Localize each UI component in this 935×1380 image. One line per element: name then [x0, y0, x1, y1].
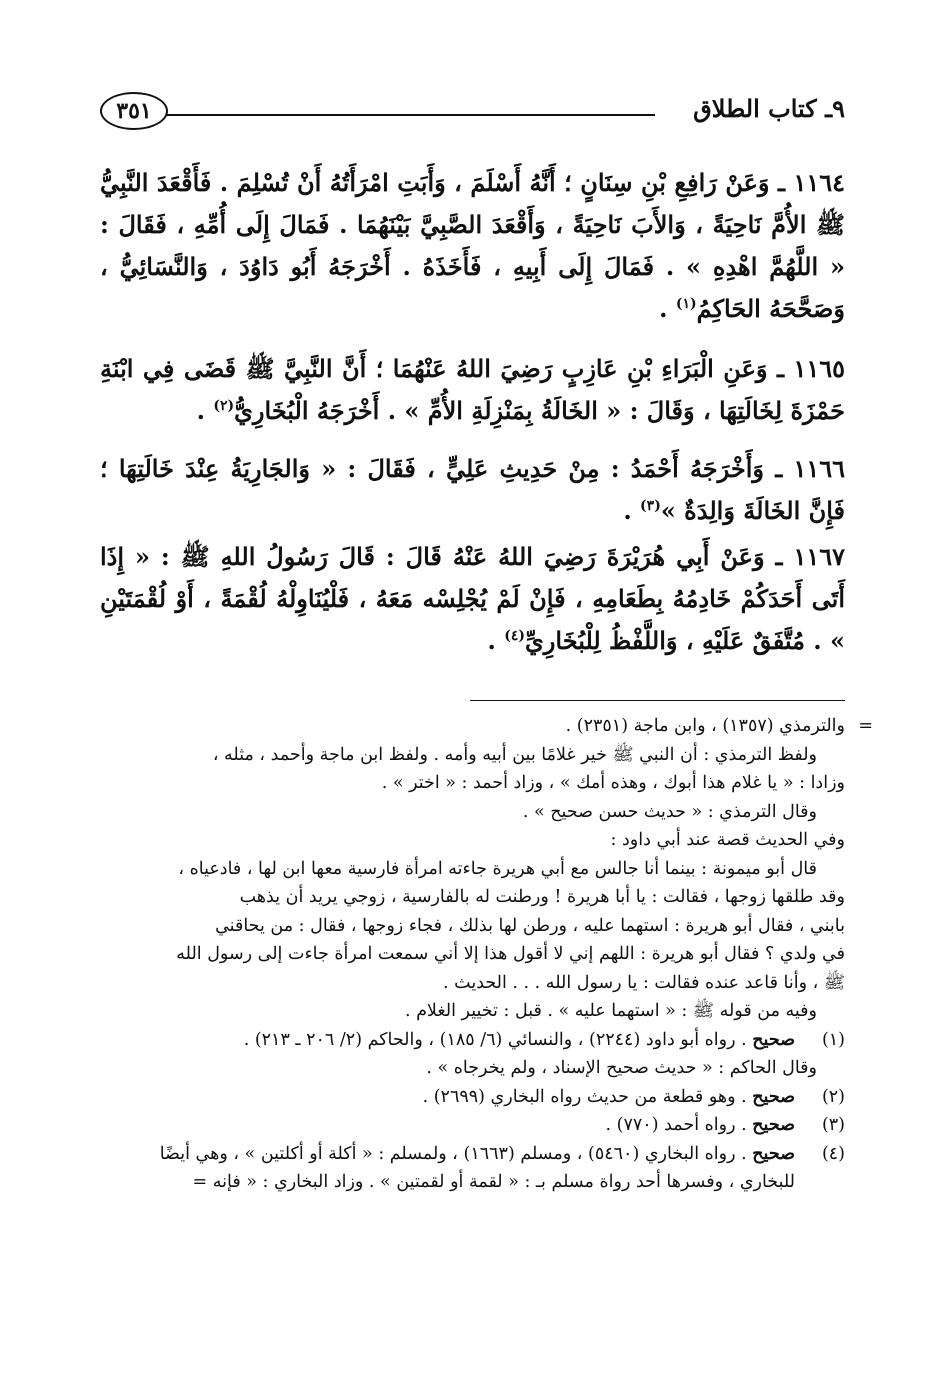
continuation-mark: = — [858, 716, 873, 736]
hadith-text: ١١٦٦ ـ وَأَخْرَجَهُ أَحْمَدُ : مِنْ حَدِيثِ عَلِيٍّ ، فَقَالَ : « وَالجَارِيَةُ عِنْدَ خَالَتِهَا ؛ فَإِنَّ الخَالَةَ وَالِدَةٌ » — [100, 454, 845, 525]
footnote-marker: (٢) — [821, 1086, 845, 1107]
note-line: وفي الحديث قصة عند أبي داود : — [610, 830, 845, 850]
hadith-1167 — [100, 536, 845, 662]
footnote-separator — [470, 700, 845, 701]
note-line: ولفظ الترمذي : أن النبي ﷺ خير غلامًا بين أبيه وأمه . ولفظ ابن ماجة وأحمد ، مثله ، — [212, 744, 817, 765]
header-rule — [166, 114, 655, 116]
note-line: في ولدي ؟ فقال أبو هريرة : اللهم إني لا أقول هذا إلا أني سمعت امرأة جاءت إلى رسول الله — [176, 944, 845, 964]
note-line: قال أبو ميمونة : بينما أنا جالس مع أبي هريرة جاءته امرأة فارسية معها ابن لها ، فادعياه ، — [178, 858, 817, 879]
footnote-text: . وهو قطعة من حديث رواه البخاري (٢٦٩٩) . — [422, 1086, 753, 1107]
hadith-end: . — [196, 396, 214, 425]
footnote-1 — [100, 1026, 845, 1055]
footnote-marker: (٣) — [821, 1115, 845, 1135]
footnote-ref[interactable]: (٤) — [504, 628, 526, 644]
footnote-continuation: وقال الحاكم : « حديث صحيح الإسناد ، ولم يخرجاه » . — [426, 1058, 817, 1078]
hadith-end: . — [659, 294, 676, 323]
note-line: ﷺ ، وأنا قاعد عنده فقالت : يا رسول الله . . . الحديث . — [443, 972, 845, 993]
footnotes-area — [100, 712, 873, 1197]
footnote-text: . رواه أبو داود (٢٢٤٤) ، والنسائي (٦/ ١٨٥) ، والحاكم (٢/ ٢٠٦ ـ ٢١٣) . — [243, 1029, 753, 1050]
footnote-ref[interactable]: (٣) — [640, 498, 661, 514]
hadith-1165 — [100, 348, 845, 432]
footnote-grade: صحيح — [752, 1143, 795, 1164]
note-line: = والترمذي (١٣٥٧) ، وابن ماجة (٢٣٥١) . — [100, 712, 845, 741]
note-line: وقد طلقها زوجها ، فقالت : يا أبا هريرة ! ورطنت له بالفارسية ، زوجي يريد أن يذهب — [239, 887, 845, 907]
footnote-ref[interactable]: (٢) — [213, 398, 235, 414]
hadith-text: ١١٦٥ ـ وَعَنِ الْبَرَاءِ بْنِ عَازِبٍ رَضِيَ اللهُ عَنْهُمَا ؛ أَنَّ النَّبِيَّ ﷺ قَضَى فِي ابْنَةِ حَمْزَةَ لِخَالَتِهَا ، وَقَالَ : « الخَالَةُ بِمَنْزِلَةِ الأُمِّ » . أَخْرَجَهُ الْبُخَارِيُّ — [100, 354, 845, 425]
footnote-grade: صحيح — [752, 1086, 795, 1107]
hadith-end: . — [623, 496, 641, 525]
footnote-text: . رواه أحمد (٧٧٠) . — [605, 1115, 753, 1135]
footnote-text: . رواه البخاري (٥٤٦٠) ، ومسلم (١٦٦٣) ، ولمسلم : « أكلة أو أكلتين » ، وهي أيضًا للبخاري ، وفسرها أحد رواة مسلم بـ : « لقمة أو لقمتين » . وزاد البخاري : « فإنه = — [159, 1143, 795, 1192]
footnote-marker: (٤) — [821, 1143, 845, 1164]
footnote-3 — [100, 1111, 845, 1140]
footnote-4 — [100, 1140, 845, 1197]
chapter-title: ٩ـ كتاب الطلاق — [693, 94, 845, 123]
footnote-2 — [100, 1083, 845, 1112]
hadith-1166 — [100, 448, 845, 532]
note-line: وزادا : « يا غلام هذا أبوك ، وهذه أمك » ، وزاد أحمد : « اختر » . — [381, 773, 845, 793]
page-header — [100, 92, 845, 132]
hadith-text: ١١٦٤ ـ وَعَنْ رَافِعِ بْنِ سِنَانٍ ؛ أَنَّهُ أَسْلَمَ ، وَأَبَتِ امْرَأَتُهُ أَنْ تُسْلِمَ . فَأَقْعَدَ النَّبِيُّ ﷺ الأُمَّ نَاحِيَةً ، وَالأَبَ نَاحِيَةً ، وَأَقْعَدَ الصَّبِيَّ بَيْنَهُمَا . فَمَالَ إِلَى أُمِّهِ ، فَقَالَ : « اللَّهُمَّ اهْدِهِ » . فَمَالَ إِلَى أَبِيهِ ، فَأَخَذَهُ . أَخْرَجَهُ أَبُو دَاوُدَ ، وَالنَّسَائِيُّ ، وَصَحَّحَهُ الحَاكِمُ — [100, 168, 845, 323]
note-line: بابني ، فقال أبو هريرة : استهما عليه ، ورطن لها بذلك ، فجاء زوجها ، فقال : من يحاقني — [215, 915, 845, 936]
hadith-text: ١١٦٧ ـ وَعَنْ أَبِي هُرَيْرَةَ رَضِيَ اللهُ عَنْهُ قَالَ : قَالَ رَسُولُ اللهِ ﷺ : « إِذَا أَتَى أَحَدَكُمْ خَادِمُهُ بِطَعَامِهِ ، فَإِنْ لَمْ يُجْلِسْه مَعَهُ ، فَلْيُنَاوِلْهُ لُقْمَةً ، أَوْ لُقْمَتَيْنِ » . مُتَّفَقٌ عَلَيْهِ ، وَاللَّفْظُ لِلْبُخَارِيِّ — [100, 542, 845, 655]
hadith-1164 — [100, 162, 845, 330]
footnote-ref[interactable]: (١) — [675, 296, 697, 312]
page-number: ٣٥١ — [100, 92, 168, 130]
footnote-grade: صحيح — [752, 1115, 795, 1135]
note-line: وفيه من قوله ﷺ : « استهما عليه » . قبل : تخيير الغلام . — [404, 1001, 817, 1021]
note-line: وقال الترمذي : « حديث حسن صحيح » . — [522, 801, 817, 822]
footnote-grade: صحيح — [752, 1029, 795, 1050]
footnote-marker: (١) — [821, 1029, 845, 1050]
hadith-end: . — [487, 626, 505, 655]
